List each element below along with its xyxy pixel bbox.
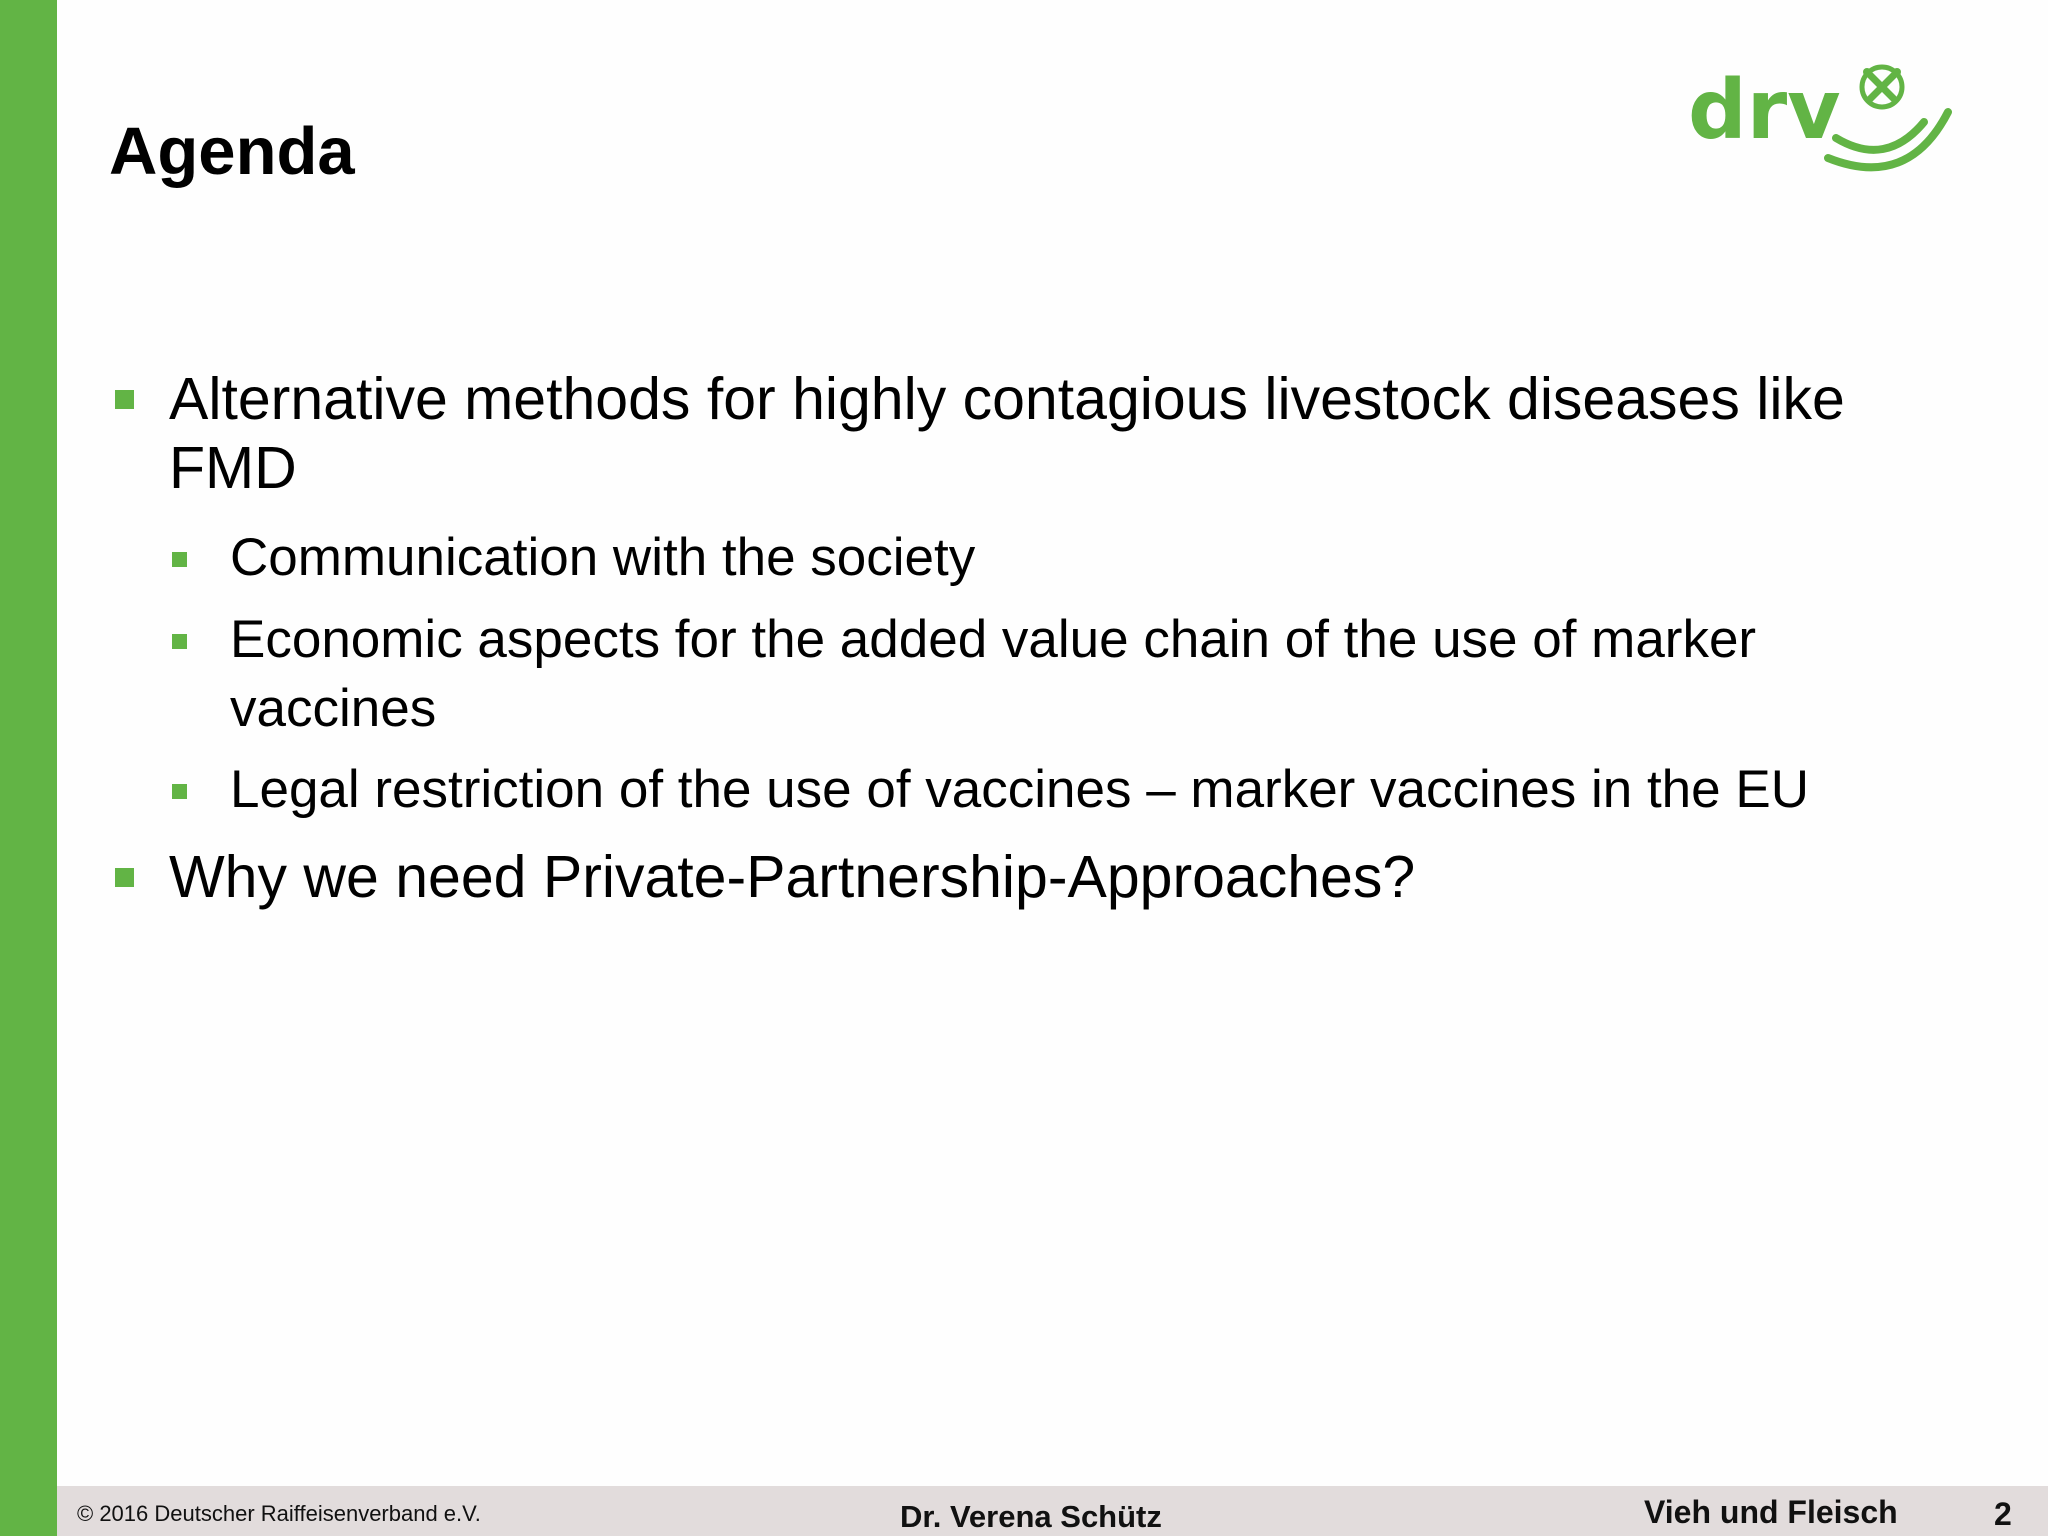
agenda-subitem-line: Economic aspects for the added value chain of the use of marker (230, 610, 1757, 669)
agenda-item-line: Why we need Private-Partnership-Approaches? (169, 844, 1416, 910)
agenda-item (169, 843, 1999, 912)
left-accent-bar (0, 0, 57, 1536)
agenda-item-line: FMD (169, 435, 297, 501)
agenda-subitem (230, 755, 1990, 824)
drv-logo (1686, 50, 1976, 180)
footer-topic: Vieh und Fleisch (1644, 1494, 1898, 1530)
agenda-item-line: Alternative methods for highly contagious livestock diseases like (169, 366, 1845, 432)
footer-copyright: © 2016 Deutscher Raiffeisenverband e.V. (77, 1501, 481, 1526)
sub-bullet-square-icon (172, 634, 187, 649)
agenda-subitem-line: vaccines (230, 679, 437, 738)
agenda-subitem-line: Legal restriction of the use of vaccines – marker vaccines in the EU (230, 760, 1809, 819)
slide-footer (57, 1486, 2048, 1536)
agenda-subitem (230, 523, 1990, 592)
page-number: 2 (1994, 1496, 2012, 1532)
sub-bullet-square-icon (172, 552, 187, 567)
logo-wordmark: drv (1688, 63, 1841, 158)
slide-title: Agenda (109, 114, 355, 189)
logo-signal-arcs (1828, 112, 1948, 167)
footer-author: Dr. Verena Schütz (900, 1499, 1162, 1534)
raiffeisen-cross-icon (1862, 67, 1902, 107)
agenda-subitem (230, 605, 1990, 743)
bullet-square-icon (115, 390, 134, 409)
agenda-item (169, 365, 1999, 503)
sub-bullet-square-icon (172, 784, 187, 799)
bullet-square-icon (115, 868, 134, 887)
agenda-subitem-line: Communication with the society (230, 528, 976, 587)
